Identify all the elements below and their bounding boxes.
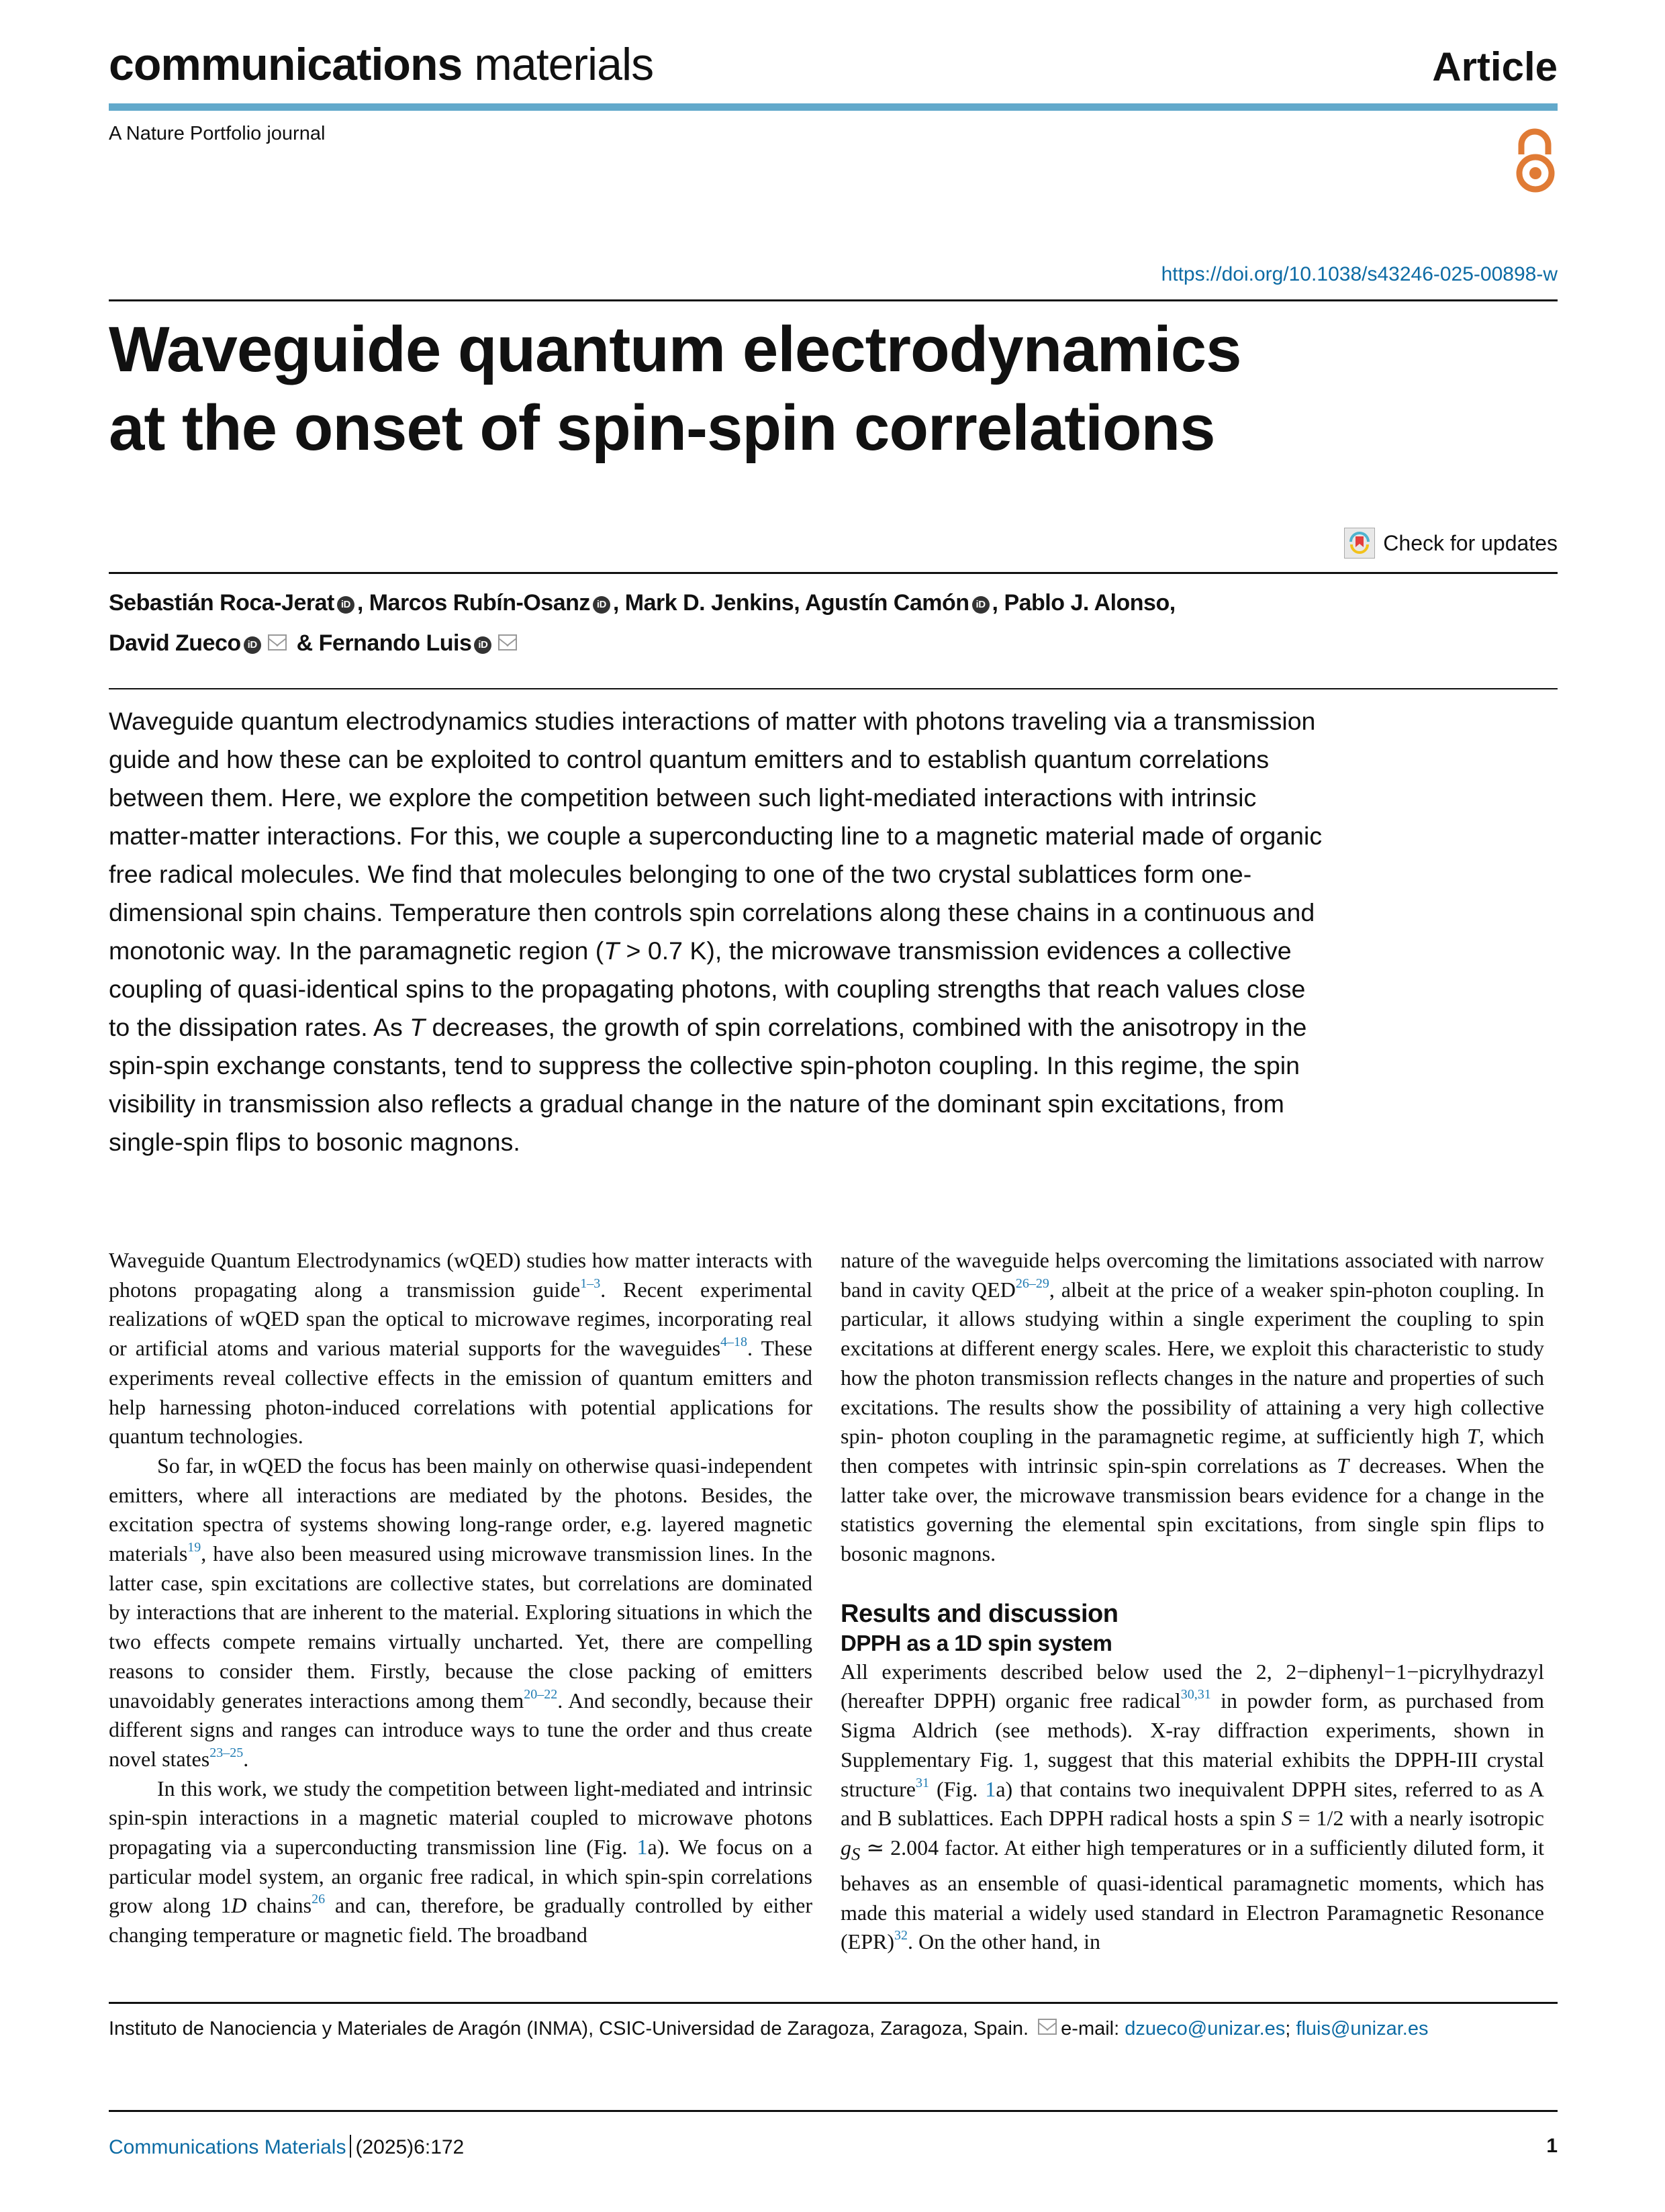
footer-journal-link[interactable]: Communications Materials xyxy=(109,2136,346,2158)
author-name[interactable]: Sebastián Roca-Jerat xyxy=(109,590,334,616)
orcid-icon[interactable]: iD xyxy=(244,636,261,654)
abstract-text: decreases, the growth of spin correlations, combined with the anisotropy in the spin-spin exchange constants, tend to suppress the collective spin-photon coupling. In this regime, the spin visibility in transmission also reflects a gradual change in the nature of the dominant spin excitations, from single-spin flips to bosonic magnons. xyxy=(109,1013,1307,1156)
body-text: So far, in wQED the focus has been mainly on otherwise quasi-independent emitters, where all interactions are mediated by the photons. Besides, the excitation spectra of systems showing long-range order, e.g. layered magnetic materials xyxy=(109,1453,812,1566)
citation-link[interactable]: 30,31 xyxy=(1180,1687,1211,1702)
citation-link[interactable]: 23–25 xyxy=(209,1745,244,1760)
author-name[interactable]: Fernando Luis xyxy=(318,630,472,656)
abstract-text: Waveguide quantum electrodynamics studies interactions of matter with photons traveling via a transmission guide and how these can be exploited to control quantum emitters and to establish quantum correlations between them. Here, we explore the competition between such light-mediated interactions with intrinsic matter-matter interactions. For this, we couple a superconducting line to a magnetic material made of organic free radical molecules. We find that molecules belonging to one of the two crystal sublattices form one-dimensional spin chains. Temperature then controls spin correlations along these chains in a continuous and monotonic way. In the paramagnetic region ( xyxy=(109,707,1323,965)
affiliation xyxy=(109,2018,1429,2040)
separator: ; xyxy=(1285,2018,1291,2039)
separator: , xyxy=(612,590,619,616)
title-line-1: Waveguide quantum electrodynamics xyxy=(109,314,1241,385)
email-link[interactable]: fluis@unizar.es xyxy=(1296,2018,1429,2039)
divider xyxy=(109,2110,1558,2112)
separator: , xyxy=(992,590,998,616)
math-symbol: D xyxy=(231,1893,247,1918)
check-for-updates-label: Check for updates xyxy=(1383,530,1558,555)
paragraph xyxy=(841,1657,1544,1957)
author-name[interactable]: Pablo J. Alonso xyxy=(1004,590,1170,616)
doi-link[interactable]: https://doi.org/10.1038/s43246-025-00898-w xyxy=(1161,263,1558,285)
body-text: . On the other hand, in xyxy=(908,1929,1101,1954)
citation-link[interactable]: 26 xyxy=(312,1892,326,1907)
citation-link[interactable]: 19 xyxy=(187,1540,201,1555)
body-text: , which then competes with intrinsic spin-spin correlations as xyxy=(841,1424,1545,1478)
title-line-2: at the onset of spin-spin correlations xyxy=(109,392,1215,464)
divider xyxy=(109,572,1558,574)
footer-volume: (2025)6:172 xyxy=(355,2136,465,2158)
subsection-heading: DPPH as a 1D spin system xyxy=(841,1630,1112,1655)
body-text: . Recent experimental realizations of wQED span the optical to microwave regimes, incorporating real or artificial atoms and various material supports for the waveguides xyxy=(109,1277,813,1361)
orcid-icon[interactable]: iD xyxy=(972,596,990,614)
check-for-updates-button[interactable] xyxy=(1344,528,1558,559)
footer-citation xyxy=(109,2135,464,2159)
body-column-left xyxy=(109,1246,812,1950)
paragraph xyxy=(109,1774,812,1950)
section-heading: Results and discussion xyxy=(841,1599,1119,1628)
separator xyxy=(350,2135,351,2158)
divider xyxy=(109,299,1558,301)
paragraph xyxy=(109,1451,812,1774)
divider xyxy=(109,688,1558,689)
body-column-right xyxy=(841,1246,1544,1957)
body-text: . xyxy=(243,1746,249,1771)
math-symbol: T xyxy=(1467,1424,1479,1449)
author-name[interactable]: Marcos Rubín-Osanz xyxy=(369,590,590,616)
citation-link[interactable]: 26–29 xyxy=(1015,1276,1049,1291)
affiliation-text: Instituto de Nanociencia y Materiales de Aragón (INMA), CSIC-Universidad de Zaragoza, Zaragoza, Spain. xyxy=(109,2018,1029,2039)
math-symbol: T xyxy=(410,1013,426,1041)
journal-logo xyxy=(109,39,654,90)
email-icon xyxy=(1038,2019,1057,2035)
author-name[interactable]: David Zueco xyxy=(109,630,241,656)
orcid-icon[interactable]: iD xyxy=(474,636,491,654)
citation-link[interactable]: 20–22 xyxy=(524,1686,558,1702)
email-icon[interactable] xyxy=(498,634,517,651)
body-text: = 1/2 with a nearly isotropic xyxy=(1292,1806,1545,1831)
body-text: (Fig. xyxy=(929,1776,986,1801)
separator: , xyxy=(1169,590,1176,616)
article-type-label: Article xyxy=(1432,44,1558,89)
math-symbol: T xyxy=(604,936,620,965)
body-text: ≃ 2.004 factor. At either high temperatures or in a sufficiently diluted form, it behaves as an ensemble of quasi-identical paramagnetic moments, which has made this material a widely used standard in Electron Paramagnetic Resonance (EPR) xyxy=(841,1835,1544,1954)
author-list xyxy=(109,583,1384,663)
citation-link[interactable]: 31 xyxy=(915,1775,929,1790)
email-label: e-mail: xyxy=(1061,2018,1120,2039)
citation-link[interactable]: 1–3 xyxy=(580,1276,601,1291)
email-link[interactable]: dzueco@unizar.es xyxy=(1125,2018,1286,2039)
math-subscript: S xyxy=(851,1843,861,1864)
body-text: , albeit at the price of a weaker spin-photon coupling. In particular, it allows studying within a single experiment the coupling to spin excitations at different energy scales. Here, we exploit this characteristic to study how the photon transmission reflects changes in the nature and properties of such excitations. The results show the possibility of attaining a very high collective spin- photon coupling in the paramagnetic regime, at sufficiently high xyxy=(841,1277,1545,1449)
journal-name-bold: communications xyxy=(109,39,463,90)
body-text: . These experiments reveal collective effects in the emission of quantum emitters and help harnessing photon-induced correlations with potential applications for quantum technologies. xyxy=(109,1336,813,1449)
body-text: , have also been measured using microwave transmission lines. In the latter case, spin excitations are collective states, but correlations are dominated by interactions that are inherent to the material. Exploring situations in which the two effects compete remains virtually uncharted. Yet, there are compelling reasons to consider them. Firstly, because the close packing of emitters unavoidably generates interactions among them xyxy=(109,1541,812,1713)
body-text: a) that contains two inequivalent DPPH sites, referred to as A and B sublattices. Each DPPH radical hosts a spin xyxy=(841,1776,1545,1831)
portfolio-label: A Nature Portfolio journal xyxy=(109,123,326,144)
paragraph xyxy=(841,1246,1544,1569)
body-text: In this work, we study the competition between light-mediated and intrinsic spin-spin interactions in a magnetic material coupled to microwave photons propagating via a superconducting transmission line (Fig. xyxy=(109,1776,812,1860)
math-symbol: S xyxy=(1281,1806,1292,1831)
math-symbol: g xyxy=(841,1835,851,1860)
divider xyxy=(109,2002,1558,2004)
journal-name-light: materials xyxy=(474,39,654,90)
separator: & xyxy=(296,630,313,656)
separator: , xyxy=(356,590,363,616)
article-title xyxy=(109,310,1241,467)
body-text: nature of the waveguide helps overcoming the limitations associated with narrow band in cavity QED xyxy=(841,1248,1544,1302)
open-access-icon xyxy=(1515,125,1556,195)
body-text: a). We focus on a particular model system, an organic free radical, in which spin-spin correlations grow along 1 xyxy=(109,1835,813,1918)
figure-link[interactable]: 1 xyxy=(636,1835,648,1860)
body-text: All experiments described below used the 2, 2−diphenyl−1−picrylhydrazyl (hereafter DPPH) organic free radical xyxy=(841,1659,1544,1713)
separator: , xyxy=(794,590,800,616)
body-text: in powder form, as purchased from Sigma Aldrich (see methods). X-ray diffraction experiments, shown in Supplementary Fig. 1, suggest that this material exhibits the DPPH-III crystal structure xyxy=(841,1688,1545,1801)
body-text: Waveguide Quantum Electrodynamics (wQED) studies how matter interacts with photons propagating along a transmission guide xyxy=(109,1248,812,1302)
math-symbol: T xyxy=(1337,1453,1349,1478)
email-icon[interactable] xyxy=(268,634,287,651)
body-text: . And secondly, because their different signs and ranges can introduce ways to tune the order and thus create novel states xyxy=(109,1688,812,1771)
author-name[interactable]: Agustín Camón xyxy=(804,590,969,616)
crossmark-icon xyxy=(1344,528,1375,559)
page-number: 1 xyxy=(1546,2135,1558,2157)
author-name[interactable]: Mark D. Jenkins xyxy=(624,590,794,616)
citation-link[interactable]: 32 xyxy=(894,1928,908,1943)
body-text: decreases. When the latter take over, the microwave transmission bears evidence for a change in the statistics governing the elemental spin excitations, from single spin flips to bosonic magnons. xyxy=(841,1453,1545,1566)
body-text: and can, therefore, be gradually controlled by either changing temperature or magnetic field. The broadband xyxy=(109,1893,813,1947)
paragraph xyxy=(109,1246,812,1451)
citation-link[interactable]: 4–18 xyxy=(720,1335,748,1350)
abstract xyxy=(109,702,1331,1161)
header-accent-bar xyxy=(109,103,1558,111)
abstract-text: > 0.7 K), the microwave transmission evidences a collective coupling of quasi-identical spins to the propagating photons, with coupling strengths that reach values close to the dissipation rates. As xyxy=(109,936,1306,1041)
figure-link[interactable]: 1 xyxy=(985,1776,996,1801)
body-text: chains xyxy=(246,1893,312,1918)
orcid-icon[interactable]: iD xyxy=(593,596,610,614)
orcid-icon[interactable]: iD xyxy=(337,596,354,614)
